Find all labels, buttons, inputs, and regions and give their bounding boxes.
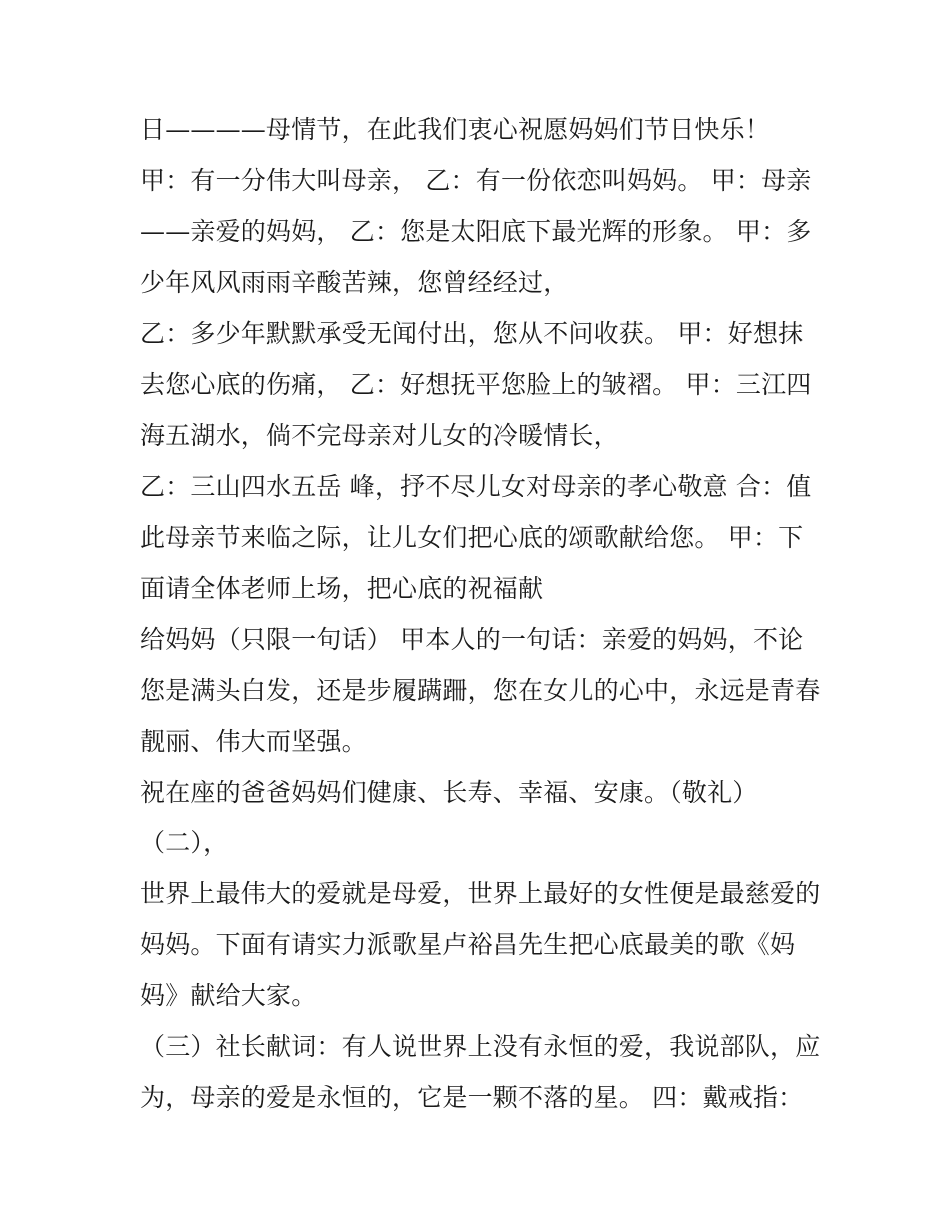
- text-line: 海五湖水，倘不完母亲对儿女的冷暖情长，: [140, 421, 619, 450]
- text-line: 少年风风雨雨辛酸苦辣，您曾经经过，: [140, 268, 569, 297]
- text-line: 日————母情节，在此我们衷心祝愿妈妈们节日快乐！: [140, 115, 771, 144]
- text-line: 妈妈。下面有请实力派歌星卢裕昌先生把心底最美的歌《妈: [140, 930, 796, 959]
- text-line: 为，母亲的爱是永恒的，它是一颗不落的星。 四：戴戒指：: [140, 1083, 804, 1112]
- text-line: 靓丽、伟大而坚强。: [140, 727, 367, 756]
- text-line: 给妈妈（只限一句话） 甲本人的一句话：亲爱的妈妈，不论: [140, 625, 804, 654]
- text-line: 世界上最伟大的爱就是母爱，世界上最好的女性便是最慈爱的: [140, 879, 821, 908]
- text-line: 甲：有一分伟大叫母亲， 乙：有一份依恋叫妈妈。 甲：母亲: [140, 166, 812, 195]
- text-line: 面请全体老师上场，把心底的祝福献: [140, 574, 544, 603]
- text-line: （二），: [140, 828, 229, 857]
- text-line: 此母亲节来临之际，让儿女们把心底的颂歌献给您。 甲：下: [140, 523, 804, 552]
- text-line: 乙：多少年默默承受无闻付出，您从不问收获。 甲：好想抹: [140, 319, 804, 348]
- text-line: 妈》献给大家。: [140, 981, 317, 1010]
- text-line: 您是满头白发，还是步履蹒跚，您在女儿的心中，永远是青春: [140, 676, 821, 705]
- text-line: 祝在座的爸爸妈妈们健康、长寿、幸福、安康。（敬礼）: [140, 778, 758, 807]
- text-line: 乙：三山四水五岳 峰，抒不尽儿女对母亲的孝心敬意 合：值: [140, 472, 812, 501]
- text-line: （三）社长献词：有人说世界上没有永恒的爱，我说部队，应: [140, 1032, 821, 1061]
- text-line: ——亲爱的妈妈， 乙：您是太阳底下最光辉的形象。 甲：多: [140, 217, 812, 246]
- text-line: 去您心底的伤痛， 乙：好想抚平您脸上的皱褶。 甲：三江四: [140, 370, 812, 399]
